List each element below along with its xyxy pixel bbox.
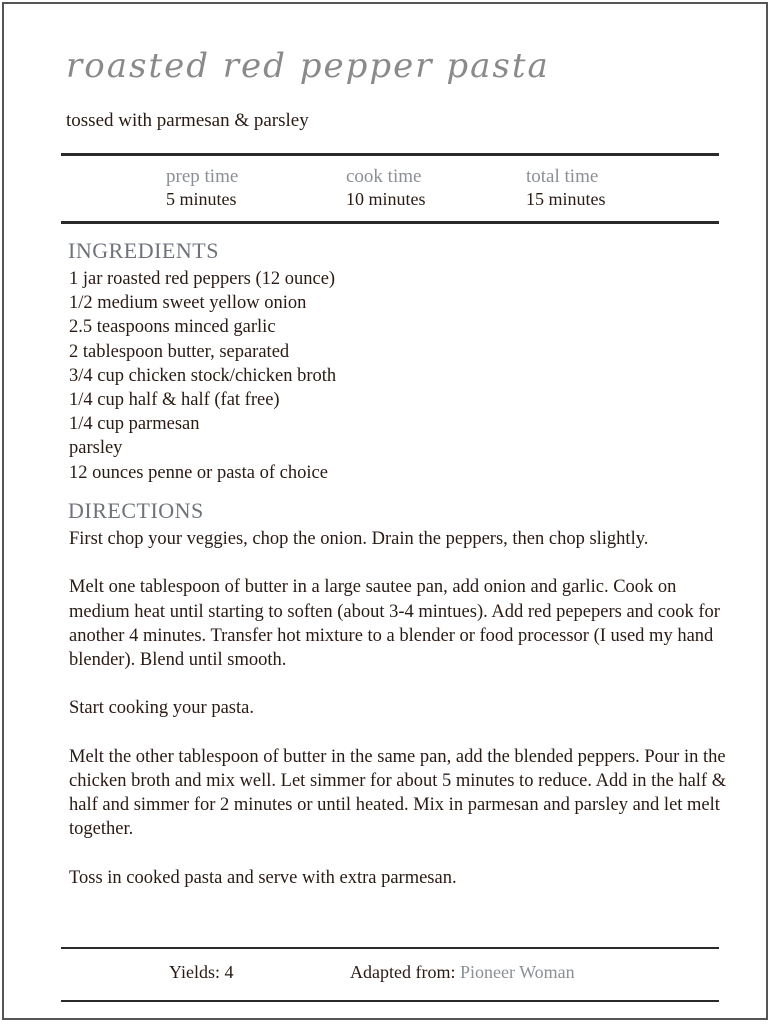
cook-time-value: 10 minutes: [346, 189, 426, 209]
recipe-footer: [4, 962, 772, 988]
ingredient-item: 1/4 cup half & half (fat free): [69, 390, 280, 411]
total-time: [526, 166, 606, 210]
direction-step: First chop your veggies, chop the onion. Drain the peppers, then chop slightly.: [69, 529, 649, 549]
ingredient-item: 3/4 cup chicken stock/chicken broth: [69, 365, 337, 386]
divider-footer-top: [61, 947, 719, 949]
divider-top: [61, 153, 719, 156]
cook-time-label: cook time: [346, 166, 422, 187]
direction-step: Melt one tablespoon of butter in a large sautee pan, add onion and garlic. Cook on medium heat until starting to soften (about 3-4 mintues). Add red pepepers and cook for another 4 minutes. Transfer hot mixture to a blender or food processor (I used my hand blender). Blend until smooth.: [69, 577, 720, 670]
divider-times: [61, 221, 719, 224]
total-time-label: total time: [526, 166, 599, 187]
ingredient-item: 1/2 medium sweet yellow onion: [69, 293, 307, 314]
ingredient-item: 2.5 teaspoons minced garlic: [69, 317, 276, 338]
divider-bottom: [61, 1000, 719, 1002]
cook-time: [346, 166, 426, 210]
directions-body: [69, 527, 729, 914]
recipe-card: [2, 2, 768, 1020]
prep-time: [166, 166, 238, 210]
ingredients-list: [69, 267, 336, 485]
direction-step: Start cooking your pasta.: [69, 698, 254, 719]
ingredient-item: 2 tablespoon butter, separated: [69, 341, 290, 362]
directions-heading: DIRECTIONS: [68, 498, 204, 523]
prep-time-label: prep time: [166, 166, 239, 187]
ingredients-heading: INGREDIENTS: [68, 238, 219, 263]
adapted-source-link[interactable]: Pioneer Woman: [459, 962, 575, 982]
direction-step: Melt the other tablespoon of butter in the same pan, add the blended peppers. Pour in the chicken broth and mix well. Let simmer for about 5 minutes to reduce. Add in the half & half and simmer for 2 minutes or until heated. Mix in parmesan and parsley and let melt together.: [69, 746, 727, 840]
direction-step: Toss in cooked pasta and serve with extra parmesan.: [69, 867, 457, 888]
ingredient-item: 1 jar roasted red peppers (12 ounce): [69, 269, 336, 289]
adapted-from-label: Adapted from:: [350, 962, 456, 982]
total-time-value: 15 minutes: [526, 189, 606, 209]
prep-time-value: 5 minutes: [166, 189, 237, 209]
ingredient-item: 1/4 cup parmesan: [69, 414, 200, 435]
ingredient-item: 12 ounces penne or pasta of choice: [69, 462, 328, 483]
ingredient-item: parsley: [69, 438, 123, 459]
adapted-from: [350, 962, 575, 983]
recipe-title: roasted red pepper pasta: [66, 46, 550, 86]
time-summary: [4, 166, 772, 216]
yields-text: Yields: 4: [169, 962, 234, 982]
recipe-subtitle: tossed with parmesan & parsley: [66, 110, 309, 131]
